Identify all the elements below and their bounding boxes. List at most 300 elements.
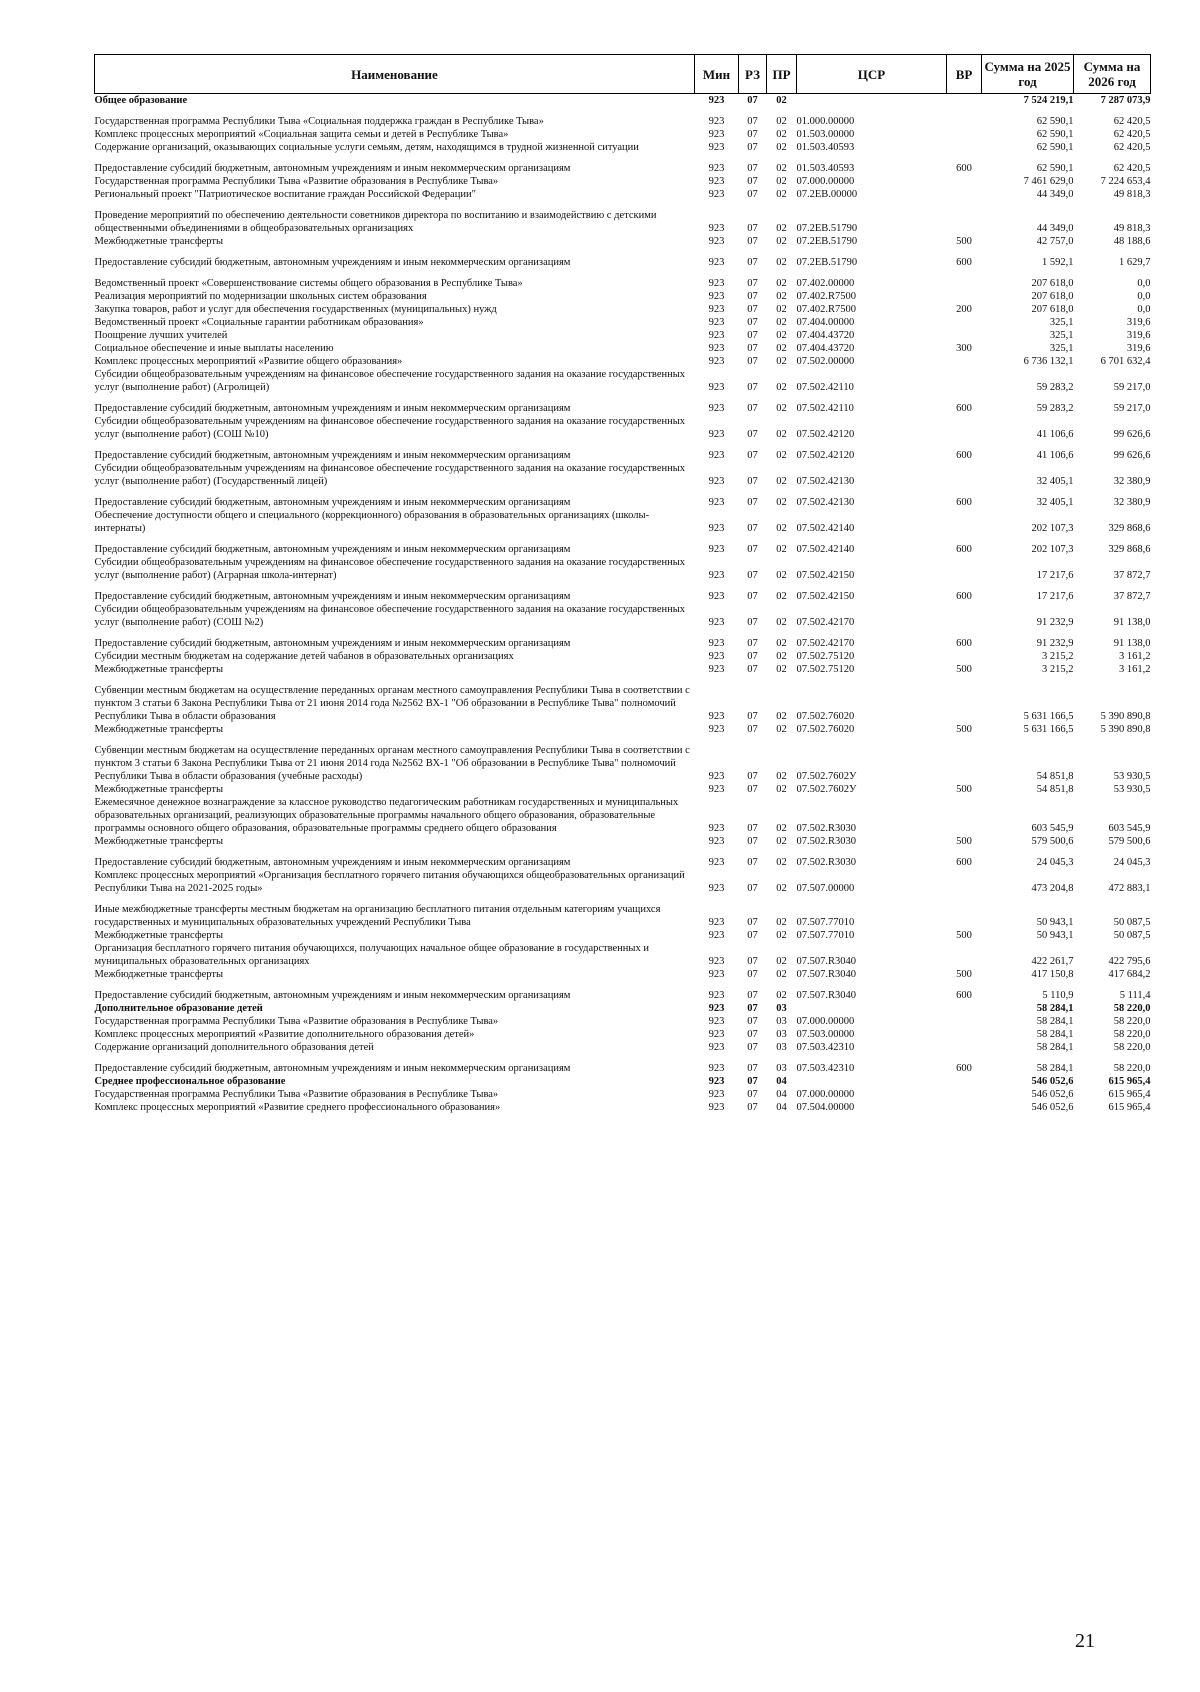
cell-sum-2025: 32 405,1 bbox=[1036, 497, 1074, 508]
cell-sum-2025: 58 284,1 bbox=[1036, 1063, 1074, 1074]
cell-sum-2026: 91 138,0 bbox=[1113, 638, 1151, 649]
cell-name: Предоставление субсидий бюджетным, автономным учреждениям и иным некоммерческим организациям bbox=[94, 497, 571, 508]
cell-sum-2026: 99 626,6 bbox=[1113, 450, 1151, 461]
cell-csr: 07.502.42120 bbox=[796, 429, 855, 440]
cell-csr: 07.503.42310 bbox=[796, 1063, 855, 1074]
cell-sum-2025: 546 052,6 bbox=[1031, 1076, 1074, 1087]
cell-vr: 600 bbox=[956, 497, 972, 508]
cell-sum-2025: 207 618,0 bbox=[1031, 291, 1074, 302]
cell-sum-2025: 207 618,0 bbox=[1031, 278, 1074, 289]
cell-sum-2025: 41 106,6 bbox=[1036, 450, 1074, 461]
cell-name: Межбюджетные трансферты bbox=[94, 930, 224, 941]
table-row bbox=[95, 128, 1151, 141]
cell-rz: 07 bbox=[747, 617, 758, 628]
cell-pr: 02 bbox=[776, 956, 787, 967]
cell-sum-2026: 7 287 073,9 bbox=[1100, 95, 1151, 106]
cell-min: 923 bbox=[708, 356, 725, 367]
cell-name: Субсидии общеобразовательным учреждениям на финансовое обеспечение государственного задания на оказание государственных услуг (выполнение работ) (Агролицей) bbox=[94, 369, 686, 393]
cell-sum-2026: 49 818,3 bbox=[1113, 223, 1151, 234]
cell-sum-2026: 48 188,6 bbox=[1113, 236, 1151, 247]
cell-sum-2025: 42 757,0 bbox=[1036, 236, 1074, 247]
cell-sum-2025: 325,1 bbox=[1049, 317, 1074, 328]
cell-name: Государственная программа Республики Тыва «Социальная поддержка граждан в Республике Тыва» bbox=[94, 116, 544, 127]
cell-name: Предоставление субсидий бюджетным, автономным учреждениям и иным некоммерческим организациям bbox=[94, 591, 571, 602]
cell-sum-2026: 32 380,9 bbox=[1113, 476, 1151, 487]
cell-pr: 03 bbox=[776, 1003, 787, 1014]
cell-pr: 02 bbox=[776, 291, 787, 302]
cell-min: 923 bbox=[708, 638, 725, 649]
cell-rz: 07 bbox=[747, 163, 758, 174]
cell-vr bbox=[947, 107, 982, 128]
cell-pr: 02 bbox=[776, 711, 787, 722]
cell-pr: 02 bbox=[776, 278, 787, 289]
cell-min: 923 bbox=[708, 317, 725, 328]
cell-sum-2025: 3 215,2 bbox=[1042, 664, 1074, 675]
cell-vr: 600 bbox=[956, 544, 972, 555]
cell-sum-2025: 50 943,1 bbox=[1036, 930, 1074, 941]
cell-rz: 07 bbox=[747, 476, 758, 487]
cell-pr: 02 bbox=[776, 544, 787, 555]
cell-pr: 02 bbox=[776, 969, 787, 980]
cell-sum-2026: 53 930,5 bbox=[1113, 771, 1151, 782]
cell-sum-2026: 319,6 bbox=[1126, 317, 1151, 328]
cell-sum-2025: 7 524 219,1 bbox=[1023, 95, 1074, 106]
cell-vr: 500 bbox=[956, 836, 972, 847]
cell-name: Субсидии общеобразовательным учреждениям на финансовое обеспечение государственного задания на оказание государственных услуг (выполнение работ) (Аграрная школа-интернат) bbox=[94, 557, 686, 581]
cell-pr: 02 bbox=[776, 664, 787, 675]
cell-name: Закупка товаров, работ и услуг для обеспечения государственных (муниципальных) нужд bbox=[94, 304, 497, 315]
table-row bbox=[95, 1002, 1151, 1015]
cell-sum-2025: 59 283,2 bbox=[1036, 403, 1074, 414]
cell-csr: 07.502.42110 bbox=[796, 382, 854, 393]
cell-csr: 01.503.00000 bbox=[796, 129, 855, 140]
cell-csr: 07.502.42170 bbox=[796, 638, 855, 649]
cell-vr: 600 bbox=[956, 990, 972, 1001]
cell-rz: 07 bbox=[747, 429, 758, 440]
cell-csr: 07.2ЕВ.51790 bbox=[796, 223, 858, 234]
cell-sum-2026: 58 220,0 bbox=[1113, 1042, 1151, 1053]
cell-pr: 02 bbox=[776, 429, 787, 440]
table-row bbox=[95, 290, 1151, 303]
cell-min: 923 bbox=[708, 236, 725, 247]
cell-csr: 07.502.R3030 bbox=[796, 857, 857, 868]
cell-sum-2025: 32 405,1 bbox=[1036, 476, 1074, 487]
table-row bbox=[95, 835, 1151, 848]
cell-pr: 02 bbox=[776, 382, 787, 393]
cell-min: 923 bbox=[708, 403, 725, 414]
cell-sum-2026: 58 220,0 bbox=[1113, 1063, 1151, 1074]
cell-sum-2025: 17 217,6 bbox=[1036, 570, 1074, 581]
cell-rz: 07 bbox=[747, 278, 758, 289]
cell-sum-2026: 1 629,7 bbox=[1119, 257, 1151, 268]
cell-min: 923 bbox=[708, 591, 725, 602]
cell-name: Субвенции местным бюджетам на осуществление переданных органам местного самоуправления Республики Тыва в соответствии с пунктом 3 статьи 6 Закона Республики Тыва от 21 июня 2014 года №2562 ВХ-1 "Об образовании в Республике Тыва" полномочий Республики Тыва в области образования bbox=[94, 685, 690, 722]
cell-sum-2026: 99 626,6 bbox=[1113, 429, 1151, 440]
cell-rz: 07 bbox=[747, 129, 758, 140]
cell-min: 923 bbox=[708, 116, 725, 127]
cell-sum-2026: 472 883,1 bbox=[1108, 883, 1151, 894]
cell-name: Межбюджетные трансферты bbox=[94, 664, 224, 675]
cell-min: 923 bbox=[708, 544, 725, 555]
cell-vr bbox=[947, 329, 982, 342]
cell-sum-2025: 91 232,9 bbox=[1036, 617, 1074, 628]
cell-sum-2025: 325,1 bbox=[1049, 330, 1074, 341]
cell-sum-2025: 62 590,1 bbox=[1036, 129, 1074, 140]
cell-name: Среднее профессиональное образование bbox=[94, 1076, 286, 1087]
budget-table bbox=[94, 54, 1151, 1114]
cell-min: 923 bbox=[708, 1029, 725, 1040]
cell-min: 923 bbox=[708, 990, 725, 1001]
cell-rz: 07 bbox=[747, 930, 758, 941]
cell-vr bbox=[947, 736, 982, 783]
table-row bbox=[95, 415, 1151, 441]
cell-sum-2025: 417 150,8 bbox=[1031, 969, 1074, 980]
cell-vr bbox=[947, 94, 982, 108]
cell-rz: 07 bbox=[747, 638, 758, 649]
cell-csr: 01.503.40593 bbox=[796, 163, 855, 174]
cell-csr: 07.503.42310 bbox=[796, 1042, 855, 1053]
table-row bbox=[95, 629, 1151, 650]
cell-min: 923 bbox=[708, 142, 725, 153]
cell-pr: 02 bbox=[776, 343, 787, 354]
table-row bbox=[95, 556, 1151, 582]
cell-sum-2026: 0,0 bbox=[1137, 304, 1151, 315]
cell-sum-2026: 5 111,4 bbox=[1119, 990, 1151, 1001]
cell-name: Государственная программа Республики Тыва «Развитие образования в Республике Тыва» bbox=[94, 176, 499, 187]
cell-sum-2025: 5 631 166,5 bbox=[1023, 724, 1074, 735]
cell-name: Предоставление субсидий бюджетным, автономным учреждениям и иным некоммерческим организациям bbox=[94, 257, 571, 268]
cell-pr: 02 bbox=[776, 450, 787, 461]
cell-sum-2026: 50 087,5 bbox=[1113, 917, 1151, 928]
table-row bbox=[95, 441, 1151, 462]
cell-sum-2026: 3 161,2 bbox=[1119, 651, 1151, 662]
cell-vr bbox=[947, 796, 982, 835]
table-row bbox=[95, 663, 1151, 676]
cell-sum-2026: 422 795,6 bbox=[1108, 956, 1151, 967]
cell-vr bbox=[947, 128, 982, 141]
cell-sum-2025: 44 349,0 bbox=[1036, 223, 1074, 234]
cell-min: 923 bbox=[708, 257, 725, 268]
cell-sum-2026: 319,6 bbox=[1126, 330, 1151, 341]
cell-vr bbox=[947, 509, 982, 535]
cell-csr: 07.502.75120 bbox=[796, 664, 855, 675]
table-row bbox=[95, 154, 1151, 175]
cell-sum-2026: 24 045,3 bbox=[1113, 857, 1151, 868]
cell-sum-2025: 3 215,2 bbox=[1042, 651, 1074, 662]
table-row bbox=[95, 723, 1151, 736]
cell-sum-2025: 5 631 166,5 bbox=[1023, 711, 1074, 722]
table-row bbox=[95, 783, 1151, 796]
cell-pr: 02 bbox=[776, 95, 787, 106]
cell-name: Субсидии местным бюджетам на содержание детей чабанов в образовательных организациях bbox=[94, 651, 514, 662]
cell-pr: 02 bbox=[776, 257, 787, 268]
cell-rz: 07 bbox=[747, 382, 758, 393]
table-row bbox=[95, 942, 1151, 968]
table-row bbox=[95, 1088, 1151, 1101]
cell-vr bbox=[947, 269, 982, 290]
cell-name: Реализация мероприятий по модернизации школьных систем образования bbox=[94, 291, 427, 302]
cell-pr: 03 bbox=[776, 1063, 787, 1074]
cell-sum-2025: 546 052,6 bbox=[1031, 1089, 1074, 1100]
cell-sum-2025: 473 204,8 bbox=[1031, 883, 1074, 894]
cell-csr: 07.402.00000 bbox=[796, 278, 855, 289]
cell-sum-2025: 17 217,6 bbox=[1036, 591, 1074, 602]
cell-min: 923 bbox=[708, 784, 725, 795]
cell-name: Межбюджетные трансферты bbox=[94, 236, 224, 247]
cell-csr: 07.502.00000 bbox=[796, 356, 855, 367]
cell-vr: 600 bbox=[956, 638, 972, 649]
cell-sum-2026: 615 965,4 bbox=[1108, 1102, 1151, 1113]
cell-pr: 02 bbox=[776, 857, 787, 868]
cell-min: 923 bbox=[708, 1016, 725, 1027]
cell-pr: 02 bbox=[776, 836, 787, 847]
table-row bbox=[95, 676, 1151, 723]
table-header-row bbox=[95, 55, 1151, 94]
cell-min: 923 bbox=[708, 476, 725, 487]
cell-vr bbox=[947, 316, 982, 329]
table-row bbox=[95, 94, 1151, 108]
cell-name: Содержание организаций дополнительного образования детей bbox=[94, 1042, 374, 1053]
cell-csr: 01.503.40593 bbox=[796, 142, 855, 153]
cell-vr bbox=[947, 1088, 982, 1101]
cell-rz: 07 bbox=[747, 523, 758, 534]
cell-sum-2026: 579 500,6 bbox=[1108, 836, 1151, 847]
cell-min: 923 bbox=[708, 1102, 725, 1113]
table-row bbox=[95, 736, 1151, 783]
table-row bbox=[95, 1075, 1151, 1088]
table-row bbox=[95, 1054, 1151, 1075]
table-row bbox=[95, 269, 1151, 290]
cell-name: Комплекс процессных мероприятий «Развитие общего образования» bbox=[94, 356, 403, 367]
cell-rz: 07 bbox=[747, 223, 758, 234]
cell-rz: 07 bbox=[747, 823, 758, 834]
cell-rz: 07 bbox=[747, 857, 758, 868]
cell-rz: 07 bbox=[747, 784, 758, 795]
cell-min: 923 bbox=[708, 382, 725, 393]
cell-vr bbox=[947, 1028, 982, 1041]
cell-vr bbox=[947, 1015, 982, 1028]
cell-vr bbox=[947, 650, 982, 663]
cell-csr: 07.502.42140 bbox=[796, 544, 855, 555]
cell-rz: 07 bbox=[747, 1089, 758, 1100]
cell-sum-2025: 50 943,1 bbox=[1036, 917, 1074, 928]
cell-vr: 500 bbox=[956, 969, 972, 980]
cell-csr: 07.504.00000 bbox=[796, 1102, 855, 1113]
cell-pr: 02 bbox=[776, 591, 787, 602]
cell-pr: 02 bbox=[776, 116, 787, 127]
table-body bbox=[95, 94, 1151, 1115]
cell-rz: 07 bbox=[747, 1102, 758, 1113]
cell-min: 923 bbox=[708, 664, 725, 675]
cell-pr: 02 bbox=[776, 784, 787, 795]
cell-min: 923 bbox=[708, 429, 725, 440]
cell-pr: 02 bbox=[776, 651, 787, 662]
cell-name: Иные межбюджетные трансферты местным бюджетам на организацию бесплатного питания отдельным категориям учащихся государственных и муниципальных образовательных учреждений Республики Тыва bbox=[94, 904, 661, 928]
cell-rz: 07 bbox=[747, 317, 758, 328]
cell-min: 923 bbox=[708, 883, 725, 894]
cell-name: Межбюджетные трансферты bbox=[94, 784, 224, 795]
cell-sum-2025: 1 592,1 bbox=[1042, 257, 1074, 268]
cell-rz: 07 bbox=[747, 1076, 758, 1087]
table-row bbox=[95, 509, 1151, 535]
cell-name: Проведение мероприятий по обеспечению деятельности советников директора по воспитанию и взаимодействию с детскими общественными объединениями в общеобразовательных организациях bbox=[94, 210, 657, 234]
cell-rz: 07 bbox=[747, 664, 758, 675]
cell-min: 923 bbox=[708, 176, 725, 187]
cell-min: 923 bbox=[708, 823, 725, 834]
cell-sum-2025: 59 283,2 bbox=[1036, 382, 1074, 393]
cell-csr: 07.502.7602У bbox=[796, 771, 857, 782]
cell-sum-2026: 58 220,0 bbox=[1113, 1016, 1151, 1027]
cell-csr: 07.502.42110 bbox=[796, 403, 854, 414]
cell-vr bbox=[947, 603, 982, 629]
table-row bbox=[95, 342, 1151, 355]
cell-name: Предоставление субсидий бюджетным, автономным учреждениям и иным некоммерческим организациям bbox=[94, 990, 571, 1001]
cell-rz: 07 bbox=[747, 450, 758, 461]
cell-sum-2025: 5 110,9 bbox=[1042, 990, 1074, 1001]
cell-pr: 02 bbox=[776, 638, 787, 649]
cell-csr: 07.2ЕВ.51790 bbox=[796, 236, 858, 247]
table-row bbox=[95, 462, 1151, 488]
cell-csr: 07.000.00000 bbox=[796, 176, 855, 187]
cell-sum-2026: 49 818,3 bbox=[1113, 189, 1151, 200]
cell-pr: 02 bbox=[776, 189, 787, 200]
cell-name: Предоставление субсидий бюджетным, автономным учреждениям и иным некоммерческим организациям bbox=[94, 1063, 571, 1074]
cell-name: Предоставление субсидий бюджетным, автономным учреждениям и иным некоммерческим организациям bbox=[94, 163, 571, 174]
cell-csr: 07.502.42170 bbox=[796, 617, 855, 628]
cell-sum-2026: 37 872,7 bbox=[1113, 591, 1151, 602]
cell-sum-2025: 62 590,1 bbox=[1036, 142, 1074, 153]
cell-name: Предоставление субсидий бюджетным, автономным учреждениям и иным некоммерческим организациям bbox=[94, 403, 571, 414]
cell-vr bbox=[947, 415, 982, 441]
cell-pr: 02 bbox=[776, 917, 787, 928]
table-row bbox=[95, 1028, 1151, 1041]
cell-csr: 07.502.42150 bbox=[796, 591, 855, 602]
cell-min: 923 bbox=[708, 956, 725, 967]
cell-sum-2026: 5 390 890,8 bbox=[1100, 711, 1151, 722]
cell-pr: 03 bbox=[776, 1016, 787, 1027]
cell-name: Ведомственный проект «Социальные гарантии работникам образования» bbox=[94, 317, 424, 328]
cell-pr: 02 bbox=[776, 223, 787, 234]
cell-rz: 07 bbox=[747, 356, 758, 367]
cell-sum-2025: 7 461 629,0 bbox=[1023, 176, 1074, 187]
cell-sum-2025: 58 284,1 bbox=[1036, 1029, 1074, 1040]
cell-vr: 500 bbox=[956, 664, 972, 675]
table-row bbox=[95, 981, 1151, 1002]
cell-sum-2025: 91 232,9 bbox=[1036, 638, 1074, 649]
cell-min: 923 bbox=[708, 1089, 725, 1100]
cell-csr: 07.2ЕВ.51790 bbox=[796, 257, 858, 268]
cell-pr: 02 bbox=[776, 163, 787, 174]
cell-sum-2026: 91 138,0 bbox=[1113, 617, 1151, 628]
cell-name: Региональный проект "Патриотическое воспитание граждан Российской Федерации" bbox=[94, 189, 476, 200]
cell-rz: 07 bbox=[747, 330, 758, 341]
cell-rz: 07 bbox=[747, 257, 758, 268]
cell-csr: 07.502.42140 bbox=[796, 523, 855, 534]
cell-sum-2025: 422 261,7 bbox=[1031, 956, 1074, 967]
cell-csr bbox=[797, 94, 947, 108]
cell-csr: 07.507.R3040 bbox=[796, 969, 857, 980]
cell-csr: 07.000.00000 bbox=[796, 1089, 855, 1100]
cell-min: 923 bbox=[708, 95, 725, 106]
cell-csr: 07.502.75120 bbox=[796, 651, 855, 662]
cell-min: 923 bbox=[708, 497, 725, 508]
cell-vr: 200 bbox=[956, 304, 972, 315]
cell-min: 923 bbox=[708, 917, 725, 928]
cell-sum-2025: 325,1 bbox=[1049, 343, 1074, 354]
cell-min: 923 bbox=[708, 711, 725, 722]
cell-sum-2025: 58 284,1 bbox=[1036, 1016, 1074, 1027]
cell-min: 923 bbox=[708, 857, 725, 868]
cell-rz: 07 bbox=[747, 570, 758, 581]
cell-rz: 07 bbox=[747, 836, 758, 847]
cell-sum-2026: 615 965,4 bbox=[1108, 1089, 1151, 1100]
cell-sum-2026: 58 220,0 bbox=[1113, 1003, 1151, 1014]
cell-name: Поощрение лучших учителей bbox=[94, 330, 228, 341]
cell-vr: 500 bbox=[956, 724, 972, 735]
table-row bbox=[95, 235, 1151, 248]
cell-min: 923 bbox=[708, 450, 725, 461]
cell-vr bbox=[947, 1002, 982, 1015]
cell-min: 923 bbox=[708, 836, 725, 847]
header-name: Наименование bbox=[95, 55, 695, 94]
cell-sum-2026: 37 872,7 bbox=[1113, 570, 1151, 581]
cell-csr: 07.502.76020 bbox=[796, 711, 855, 722]
cell-min: 923 bbox=[708, 1076, 725, 1087]
cell-csr: 07.502.7602У bbox=[796, 784, 857, 795]
cell-pr: 02 bbox=[776, 823, 787, 834]
cell-sum-2025: 546 052,6 bbox=[1031, 1102, 1074, 1113]
table-row bbox=[95, 535, 1151, 556]
cell-sum-2025: 603 545,9 bbox=[1031, 823, 1074, 834]
cell-sum-2026: 59 217,0 bbox=[1113, 403, 1151, 414]
cell-name: Субсидии общеобразовательным учреждениям на финансовое обеспечение государственного задания на оказание государственных услуг (выполнение работ) (СОШ №2) bbox=[94, 604, 686, 628]
cell-sum-2026: 5 390 890,8 bbox=[1100, 724, 1151, 735]
table-row bbox=[95, 394, 1151, 415]
cell-csr: 07.502.42150 bbox=[796, 570, 855, 581]
cell-sum-2026: 53 930,5 bbox=[1113, 784, 1151, 795]
cell-name: Субсидии общеобразовательным учреждениям на финансовое обеспечение государственного задания на оказание государственных услуг (выполнение работ) (СОШ №10) bbox=[94, 416, 686, 440]
cell-rz: 07 bbox=[747, 403, 758, 414]
table-row bbox=[95, 582, 1151, 603]
cell-min: 923 bbox=[708, 343, 725, 354]
page-number: 21 bbox=[1075, 1630, 1095, 1652]
cell-vr bbox=[947, 355, 982, 368]
cell-vr: 600 bbox=[956, 1063, 972, 1074]
cell-name: Предоставление субсидий бюджетным, автономным учреждениям и иным некоммерческим организациям bbox=[94, 544, 571, 555]
cell-rz: 07 bbox=[747, 1042, 758, 1053]
cell-pr: 02 bbox=[776, 570, 787, 581]
cell-min: 923 bbox=[708, 304, 725, 315]
table-row bbox=[95, 848, 1151, 869]
cell-csr: 07.507.R3040 bbox=[796, 990, 857, 1001]
cell-min: 923 bbox=[708, 617, 725, 628]
cell-vr bbox=[947, 676, 982, 723]
table-row bbox=[95, 650, 1151, 663]
cell-pr: 02 bbox=[776, 883, 787, 894]
cell-csr: 07.502.76020 bbox=[796, 724, 855, 735]
cell-rz: 07 bbox=[747, 343, 758, 354]
cell-min: 923 bbox=[708, 1063, 725, 1074]
cell-pr: 02 bbox=[776, 476, 787, 487]
cell-vr bbox=[947, 942, 982, 968]
cell-sum-2026: 417 684,2 bbox=[1108, 969, 1151, 980]
header-sum-2026: Сумма на 2026 год bbox=[1074, 55, 1151, 94]
cell-sum-2026: 50 087,5 bbox=[1113, 930, 1151, 941]
cell-vr bbox=[947, 462, 982, 488]
cell-sum-2026: 58 220,0 bbox=[1113, 1029, 1151, 1040]
cell-rz: 07 bbox=[747, 497, 758, 508]
cell-sum-2025: 58 284,1 bbox=[1036, 1003, 1074, 1014]
